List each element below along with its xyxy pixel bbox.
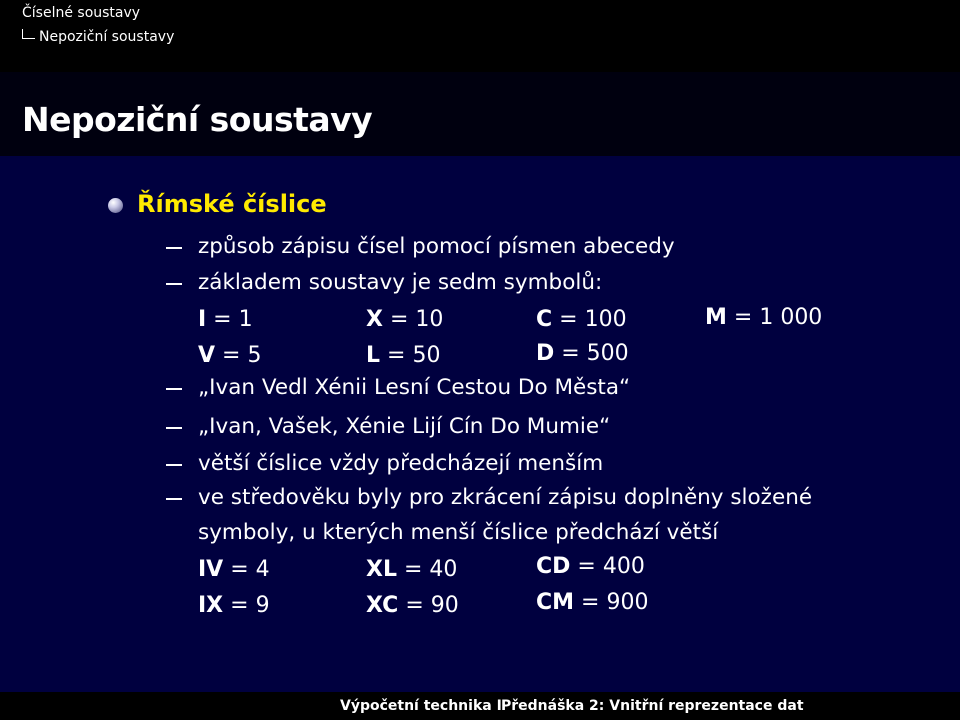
list-item: větší číslice vždy předcházejí menším <box>198 451 604 476</box>
list-item: „Ivan, Vašek, Xénie Lijí Cín Do Mumie“ <box>198 414 611 439</box>
bullet-ball-icon <box>108 198 123 213</box>
list-item: základem soustavy je sedm symbolů: <box>198 270 603 295</box>
breadcrumb-section[interactable]: Číselné soustavy <box>22 5 141 21</box>
dash-icon <box>166 388 182 390</box>
symbol-value: L = 50 <box>366 343 441 368</box>
footer-course[interactable]: Výpočetní technika I <box>340 698 502 714</box>
breadcrumb-subsection[interactable] <box>22 28 174 46</box>
title-bar <box>0 72 960 156</box>
tree-branch-icon <box>22 29 35 39</box>
symbol-value: XC = 90 <box>366 593 459 618</box>
slide-title: Nepoziční soustavy <box>22 100 373 139</box>
symbol-value: IV = 4 <box>198 557 270 582</box>
symbol-value: X = 10 <box>366 307 444 332</box>
dash-icon <box>166 464 182 466</box>
symbol-value: C = 100 <box>536 307 627 332</box>
footer-lecture[interactable]: Přednáška 2: Vnitřní reprezentace dat <box>501 698 804 714</box>
list-item: způsob zápisu čísel pomocí písmen abecedy <box>198 234 675 259</box>
breadcrumb-subsection-label: Nepoziční soustavy <box>39 29 175 45</box>
dash-icon <box>166 247 182 249</box>
symbol-value: XL = 40 <box>366 557 458 582</box>
list-item: „Ivan Vedl Xénii Lesní Cestou Do Města“ <box>198 375 631 400</box>
section-heading: Římské číslice <box>137 190 327 218</box>
dash-icon <box>166 283 182 285</box>
list-item: ve středověku byly pro zkrácení zápisu doplněny složené <box>198 485 813 510</box>
slide-content <box>0 156 960 692</box>
dash-icon <box>166 427 182 429</box>
footer-bar <box>0 692 960 720</box>
symbol-value: V = 5 <box>198 343 262 368</box>
symbol-value: CD = 400 <box>536 554 645 579</box>
list-item-continuation: symboly, u kterých menší číslice předchází větší <box>198 520 719 545</box>
symbol-value: M = 1 000 <box>705 305 823 330</box>
symbol-value: D = 500 <box>536 341 629 366</box>
symbol-value: CM = 900 <box>536 590 649 615</box>
symbol-value: IX = 9 <box>198 593 270 618</box>
dash-icon <box>166 498 182 500</box>
symbol-value: I = 1 <box>198 307 253 332</box>
navigation-header <box>0 0 960 72</box>
